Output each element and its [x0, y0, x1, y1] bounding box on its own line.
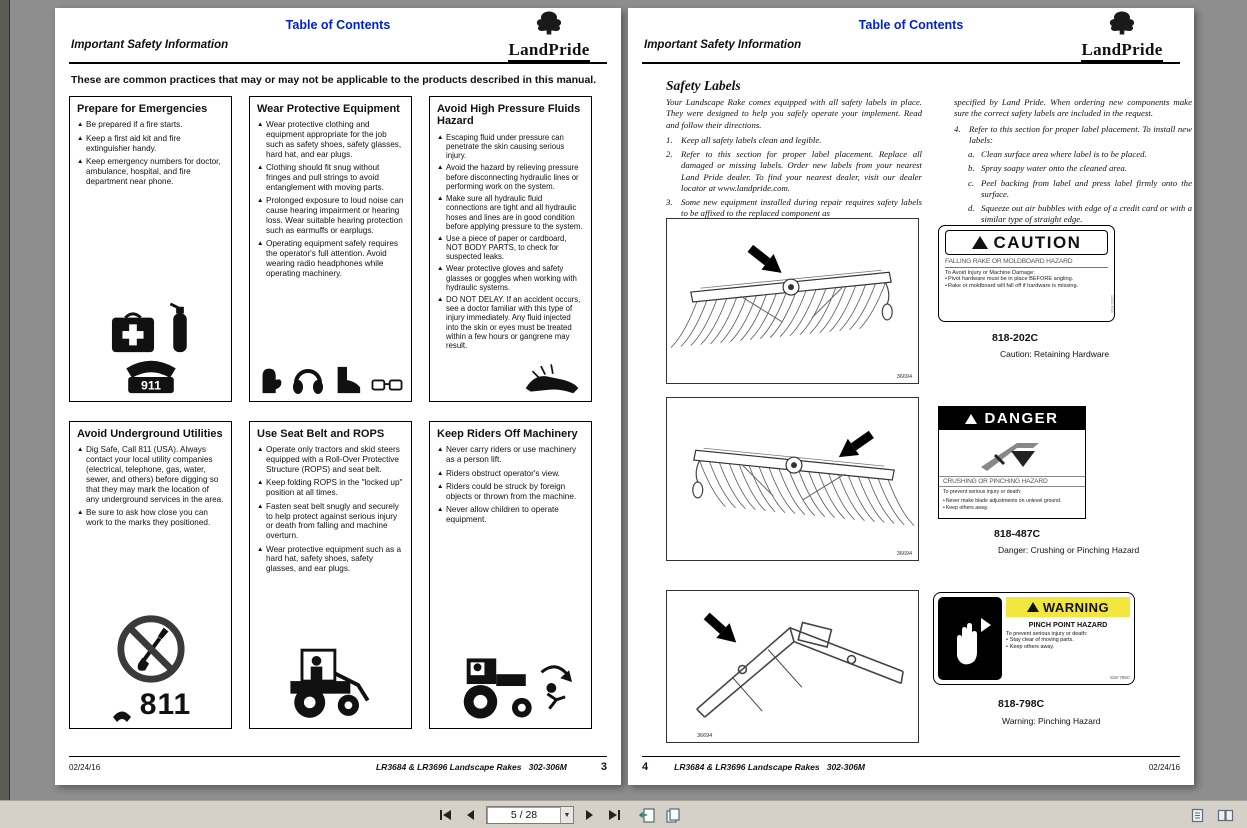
bullet-marker: •	[1006, 637, 1008, 643]
item-text: Keep others away.	[945, 504, 989, 511]
hazard-bullet-list	[939, 498, 1085, 514]
item-text: Peel backing from label and press label firmly onto the surface.	[981, 177, 1192, 199]
warning-signal-row	[1006, 597, 1130, 617]
item-text: Never allow children to operate equipment.	[446, 505, 559, 524]
safety-box-wear-protective-equipment	[249, 96, 412, 402]
phone-911-text: 911	[140, 378, 161, 393]
item-text: Prolonged exposure to loud noise can cause hearing impairment or hearing loss. Wear suitable hearing protection such as earmuffs or earplugs.	[266, 196, 404, 235]
previous-page-button[interactable]	[461, 805, 481, 825]
hazard-bullets	[939, 487, 1085, 498]
phone-handset-icon	[110, 704, 134, 722]
bullet-marker: ▲	[77, 509, 84, 516]
fire-extinguisher-icon	[168, 300, 192, 354]
page-with-arrow-icon	[639, 808, 655, 823]
item-text: Keep folding ROPS in the "locked up" position at all times.	[266, 478, 403, 498]
lettered-item	[968, 163, 1192, 174]
item-text: Never make blade adjustments on unlevel ground.	[945, 497, 1062, 504]
page-header	[69, 8, 607, 64]
section-title: Safety Labels	[666, 78, 741, 93]
hazard-bullets	[1006, 637, 1130, 651]
item-text: Refer to this section for proper label placement. Replace all damaged or missing labels. Order new labels from your nearest Land Pride dealer. To find your nearest dealer, visit our dealer locator at www.landpride.com.	[681, 149, 922, 193]
no-digging-icon	[115, 613, 187, 685]
rake-figure-2	[666, 397, 919, 561]
item-text: Be sure to ask how close you can work to the marks they positioned.	[86, 508, 211, 527]
item-number: b.	[968, 163, 975, 174]
single-page-view-button[interactable]	[1187, 805, 1207, 825]
warning-triangle-icon	[972, 236, 988, 249]
footer-page-number: 3	[600, 761, 607, 773]
hazard-bullet	[943, 505, 1081, 512]
safety-bullet	[257, 163, 404, 193]
item-text: Use a piece of paper or cardboard, NOT BODY PARTS, to check for suspected leaks.	[446, 233, 567, 262]
item-text: To prevent serious injury or death:	[943, 489, 1022, 495]
warning-triangle-icon	[1027, 602, 1039, 612]
item-text: Operate only tractors and skid steers equipped with a Roll-Over Protective Structure (ROPS) and seat belt.	[266, 445, 400, 475]
crushing-icon	[977, 433, 1047, 473]
hazard-lead: To prevent serious injury or death:	[1006, 631, 1088, 637]
bullet-marker: ▲	[437, 265, 444, 273]
last-page-icon	[607, 809, 621, 821]
safety-bullet	[77, 508, 224, 528]
item-text: Wear protective equipment such as a hard hat, safety shoes, safety glasses, and ear plugs.	[266, 544, 402, 574]
safety-bullet	[77, 120, 224, 130]
hazard-statement: FALLING RAKE OR MOLDBOARD HAZARD	[945, 255, 1108, 268]
safety-bullet	[257, 445, 404, 475]
safety-bullets	[437, 133, 584, 354]
bullet-marker: •	[1006, 644, 1008, 651]
first-aid-kit-icon	[110, 310, 156, 354]
first-page-button[interactable]	[436, 805, 456, 825]
figure-number: 36694	[697, 733, 713, 739]
safety-bullet	[437, 194, 584, 231]
bullet-marker: ▲	[437, 506, 444, 514]
warning-triangle-icon	[965, 414, 977, 424]
numbered-item	[954, 124, 1192, 147]
signal-word: WARNING	[1042, 599, 1110, 615]
item-text: Dig Safe, Call 811 (USA). Always contact your local utility companies (electrical, telephone, gas, water, sewer, and others) before digging so that they may mark the location of any underground services in the area.	[86, 445, 224, 504]
bullet-marker: ▲	[257, 545, 264, 553]
item-text: Squeeze out air bubbles with edge of a credit card or with a similar type of straight edge.	[981, 203, 1192, 225]
safety-bullet	[77, 445, 224, 504]
safety-bullet	[437, 445, 584, 465]
bullet-marker: ▲	[437, 164, 444, 172]
item-text: Refer to this section for proper label placement. To install new labels:	[969, 123, 1192, 145]
item-text: Rake or moldboard will fall off if hardware is missing.	[947, 282, 1079, 289]
footer-date: 02/24/16	[69, 763, 101, 772]
crush-hazard-graphic	[939, 430, 1085, 476]
part-caption: Warning: Pinching Hazard	[1002, 716, 1101, 726]
warning-label	[933, 592, 1135, 685]
item-number: 3.	[666, 197, 673, 207]
safety-bullet	[257, 120, 404, 159]
emergency-phone-icon	[120, 357, 182, 395]
lettered-item	[968, 203, 1192, 226]
numbered-item	[666, 197, 922, 220]
caution-label	[938, 225, 1115, 322]
footer-document-reference: LR3684 & LR3696 Landscape Rakes 302-306M	[375, 762, 567, 772]
item-text: Wear protective clothing and equipment appropriate for the job such as safety shoes, safety glasses, hard hat, and ear plugs.	[266, 120, 402, 159]
item-text: Keep others away.	[1009, 644, 1055, 651]
call-811-graphics	[77, 610, 224, 722]
item-number: 4.	[954, 123, 961, 134]
safety-bullet	[437, 295, 584, 351]
item-text: Be prepared if a fire starts.	[86, 120, 183, 130]
numbered-list-left	[666, 135, 922, 220]
boot-icon	[332, 365, 362, 395]
page-footer	[69, 756, 607, 773]
section-header: Important Safety Information	[644, 39, 802, 51]
logo-text: LandPride	[508, 41, 589, 62]
item-text: Wear protective gloves and safety glasses or goggles when working with hydraulic systems.	[446, 264, 577, 292]
safety-box-title: Keep Riders Off Machinery	[437, 428, 578, 441]
bullet-marker: ▲	[437, 194, 444, 202]
hazard-lead	[943, 489, 1081, 496]
rider-hazard-graphic	[437, 649, 584, 722]
safety-glasses-icon	[370, 375, 404, 395]
bullet-marker: ▲	[77, 157, 84, 165]
item-text: Spray soapy water onto the cleaned area.	[981, 163, 1128, 174]
safety-bullet	[257, 239, 404, 278]
item-text: Keep all safety labels clean and legible.	[681, 134, 822, 145]
facing-pages-view-button[interactable]	[1215, 805, 1235, 825]
facing-pages-view-icon	[1217, 808, 1234, 823]
page-dropdown-button[interactable]: ▼	[560, 807, 573, 823]
safety-bullets	[77, 120, 224, 190]
frame-drawing-icon	[667, 591, 918, 742]
bullet-marker: ▲	[257, 164, 264, 172]
safety-bullets	[257, 120, 404, 282]
table-of-contents-link[interactable]: Table of Contents	[858, 18, 964, 32]
hazard-bullet	[1006, 644, 1130, 651]
item-text: Make sure all hydraulic fluid connections are tight and all hydraulic hoses and lines are in good condition before applying pressure to the system.	[446, 193, 583, 231]
next-page-button[interactable]	[579, 805, 599, 825]
safety-bullet	[437, 264, 584, 292]
safety-boxes-grid	[69, 96, 607, 729]
lettered-item	[968, 178, 1192, 201]
safety-box-title: Prepare for Emergencies	[77, 103, 208, 116]
bullet-marker: ▲	[437, 446, 444, 454]
tractor-rider-icon	[447, 652, 575, 722]
footer-date: 02/24/16	[1148, 763, 1180, 772]
ppe-graphics	[257, 360, 404, 395]
viewer-toolbar	[0, 800, 1247, 828]
safety-box-seat-belt-rops	[249, 421, 412, 729]
bullet-marker: ▲	[437, 482, 444, 490]
signal-word: DANGER	[984, 410, 1059, 427]
landpride-logo	[1066, 10, 1178, 62]
skid-steer-icon	[273, 646, 389, 722]
item-text: Fasten seat belt snugly and securely to help protect against serious injury or death from falling and machine overturn.	[266, 501, 399, 541]
item-text: Riders could be struck by foreign objects or thrown from the machine.	[446, 481, 577, 501]
bullet-marker: ▲	[437, 133, 444, 141]
safety-box-title: Use Seat Belt and ROPS	[257, 428, 385, 441]
manual-page-4	[628, 8, 1194, 785]
bullet-marker: ▲	[77, 134, 84, 142]
text-column-right	[954, 97, 1192, 229]
logo-text: LandPride	[1081, 41, 1162, 62]
safety-box-high-pressure-fluids	[429, 96, 592, 402]
safety-box-prepare-for-emergencies	[69, 96, 232, 402]
page-number-box[interactable]	[486, 806, 574, 824]
item-text: Keep emergency numbers for doctor, ambulance, hospital, and fire department near phone.	[86, 156, 221, 186]
safety-bullets	[257, 445, 404, 577]
next-page-icon	[582, 809, 596, 821]
safety-labels-section	[642, 60, 1192, 749]
fluid-injection-graphic	[437, 358, 584, 395]
hazard-bullet	[945, 283, 1108, 290]
bullet-marker: ▲	[257, 479, 264, 487]
table-of-contents-link[interactable]: Table of Contents	[285, 18, 391, 32]
text-column-left	[666, 97, 922, 223]
footer-page-number: 4	[642, 761, 649, 773]
item-text: Clothing should fit snug without fringes and pull strings to avoid entanglement with moving parts.	[266, 163, 384, 192]
safety-bullet	[437, 234, 584, 262]
safety-box-title: Avoid Underground Utilities	[77, 428, 223, 441]
glove-icon	[258, 363, 284, 395]
safety-box-title: Wear Protective Equipment	[257, 103, 400, 116]
bullet-marker: ▲	[257, 240, 264, 248]
hazard-bullets	[945, 276, 1108, 290]
bullet-marker: •	[945, 276, 947, 282]
hazard-lead: To Avoid Injury or Machine Damage:	[945, 270, 1035, 276]
bullet-marker: ▲	[437, 469, 444, 477]
duplicate-page-button[interactable]	[663, 805, 683, 825]
bullet-marker: ▲	[77, 121, 84, 129]
item-number: d.	[968, 203, 975, 213]
last-page-button[interactable]	[604, 805, 624, 825]
safety-bullet	[437, 505, 584, 525]
lettered-item	[968, 149, 1192, 160]
hazard-statement: CRUSHING OR PINCHING HAZARD	[939, 476, 1085, 487]
bullet-marker: ▲	[257, 197, 264, 205]
safety-box-underground-utilities	[69, 421, 232, 729]
safety-bullet	[437, 133, 584, 161]
skid-steer-graphic	[257, 643, 404, 722]
frame-figure-3	[666, 590, 919, 743]
danger-label	[938, 406, 1086, 519]
two-pages-icon	[665, 808, 681, 823]
part-caption: Caution: Retaining Hardware	[1000, 349, 1110, 359]
danger-signal-row	[939, 407, 1085, 430]
numbered-item	[666, 135, 922, 146]
call-811-text: 811	[139, 688, 192, 722]
bullet-marker: ▲	[437, 295, 444, 303]
hazard-bullet	[943, 498, 1081, 505]
item-number: 1.	[666, 134, 673, 145]
item-text: Keep a first aid kit and fire extinguisher handy.	[86, 133, 181, 153]
safety-bullets	[77, 445, 224, 531]
item-text: Stay clear of moving parts.	[1009, 637, 1074, 643]
safety-bullet	[257, 502, 404, 541]
bullet-marker: ▲	[257, 502, 264, 510]
safety-box-keep-riders-off	[429, 421, 592, 729]
first-page-icon	[439, 809, 453, 821]
emergency-graphics	[77, 297, 224, 395]
figure-number: 36694	[896, 374, 912, 380]
hazard-bullet	[1006, 637, 1130, 644]
page-indicator: 5 / 28	[510, 809, 538, 821]
safety-labels-intro: Your Landscape Rake comes equipped with all safety labels in place. They were designed to help you safely operate your implement. Read and follow their directions.	[666, 97, 922, 130]
pinch-point-graphic	[938, 597, 1002, 680]
bullet-marker: ▲	[77, 446, 84, 454]
window-left-edge	[0, 0, 10, 800]
label-part-number-small: 818-202C	[1110, 295, 1115, 313]
safety-bullet	[437, 469, 584, 479]
footer-document-reference: LR3684 & LR3696 Landscape Rakes 302-306M	[674, 762, 866, 772]
item-text: DO NOT DELAY. If an accident occurs, see a doctor familiar with this type of injury immediately. Any fluid injected into the skin or eyes must be treated within a few hours or gangrene may result.	[446, 294, 581, 351]
numbered-item	[666, 149, 922, 194]
safety-bullet	[257, 545, 404, 575]
previous-page-icon	[464, 809, 478, 821]
continuation-paragraph: specified by Land Pride. When ordering new components make sure the correct safety labels are included in the request.	[954, 97, 1192, 119]
safety-bullet	[257, 478, 404, 498]
item-text: Escaping fluid under pressure can penetrate the skin causing serious injury.	[446, 132, 565, 161]
rake-figure-1	[666, 218, 919, 384]
signal-word: CAUTION	[993, 232, 1082, 252]
rake-drawing-icon	[667, 219, 918, 383]
bullet-marker: ▲	[257, 446, 264, 454]
hazard-statement: PINCH POINT HAZARD	[1028, 620, 1108, 629]
bullet-marker: •	[943, 497, 945, 504]
page-footer	[642, 756, 1180, 773]
numbered-list-right	[954, 124, 1192, 147]
bullet-marker: •	[943, 504, 945, 511]
label-part-number-small: 818-798C	[1110, 675, 1130, 680]
single-page-view-icon	[1190, 808, 1205, 823]
tree-icon	[532, 10, 566, 36]
tree-icon	[1105, 10, 1139, 36]
item-text: Operating equipment safely requires the operator's full attention. Avoid wearing radio headphones while operating machinery.	[266, 239, 398, 278]
lettered-list	[954, 149, 1192, 226]
item-text: Riders obstruct operator's view.	[446, 468, 560, 478]
bullet-marker: ▲	[257, 121, 264, 129]
item-number: c.	[968, 177, 975, 188]
intro-text: These are common practices that may or may not be applicable to the products described in this manual.	[71, 74, 597, 86]
bullet-marker: ▲	[437, 234, 444, 242]
hand-injection-icon	[520, 361, 584, 395]
item-text: Some new equipment installed during repair requires safety labels to be affixed to the replaced component as	[681, 197, 922, 219]
pinch-hand-icon	[949, 612, 991, 666]
item-text: Avoid the hazard by relieving pressure before disconnecting hydraulic lines or performing work on the system.	[446, 163, 579, 191]
landpride-logo	[493, 10, 605, 62]
part-number: 818-202C	[992, 332, 1039, 344]
part-number: 818-487C	[994, 528, 1041, 540]
earmuffs-icon	[292, 363, 324, 395]
item-number: 2.	[666, 149, 673, 159]
rake-drawing-icon	[667, 398, 918, 560]
item-text: Never carry riders or use machinery as a person lift.	[446, 445, 577, 465]
figure-number: 36694	[896, 551, 912, 557]
section-header: Important Safety Information	[71, 39, 229, 51]
item-text: Clean surface area where label is to be placed.	[981, 149, 1147, 159]
safety-bullets	[437, 445, 584, 528]
safety-bullet	[257, 196, 404, 235]
manual-page-3	[55, 8, 621, 785]
caution-signal-row	[945, 230, 1108, 255]
item-number: a.	[968, 149, 975, 159]
page-header	[642, 8, 1180, 64]
safety-bullet	[77, 157, 224, 187]
page-navigation	[436, 805, 624, 825]
safety-bullet	[437, 482, 584, 502]
bullet-marker: •	[945, 282, 947, 289]
safety-bullet	[77, 134, 224, 154]
hazard-bullet	[945, 276, 1108, 283]
item-text: Pivot hardware must be in place BEFORE angling.	[947, 276, 1074, 282]
safety-box-title: Avoid High Pressure Fluids Hazard	[437, 103, 581, 128]
page-action-buttons	[637, 805, 683, 825]
part-caption: Danger: Crushing or Pinching Hazard	[998, 545, 1140, 555]
part-number: 818-798C	[998, 698, 1045, 710]
safety-bullet	[437, 163, 584, 191]
view-mode-buttons	[1187, 805, 1235, 825]
export-page-button[interactable]	[637, 805, 657, 825]
